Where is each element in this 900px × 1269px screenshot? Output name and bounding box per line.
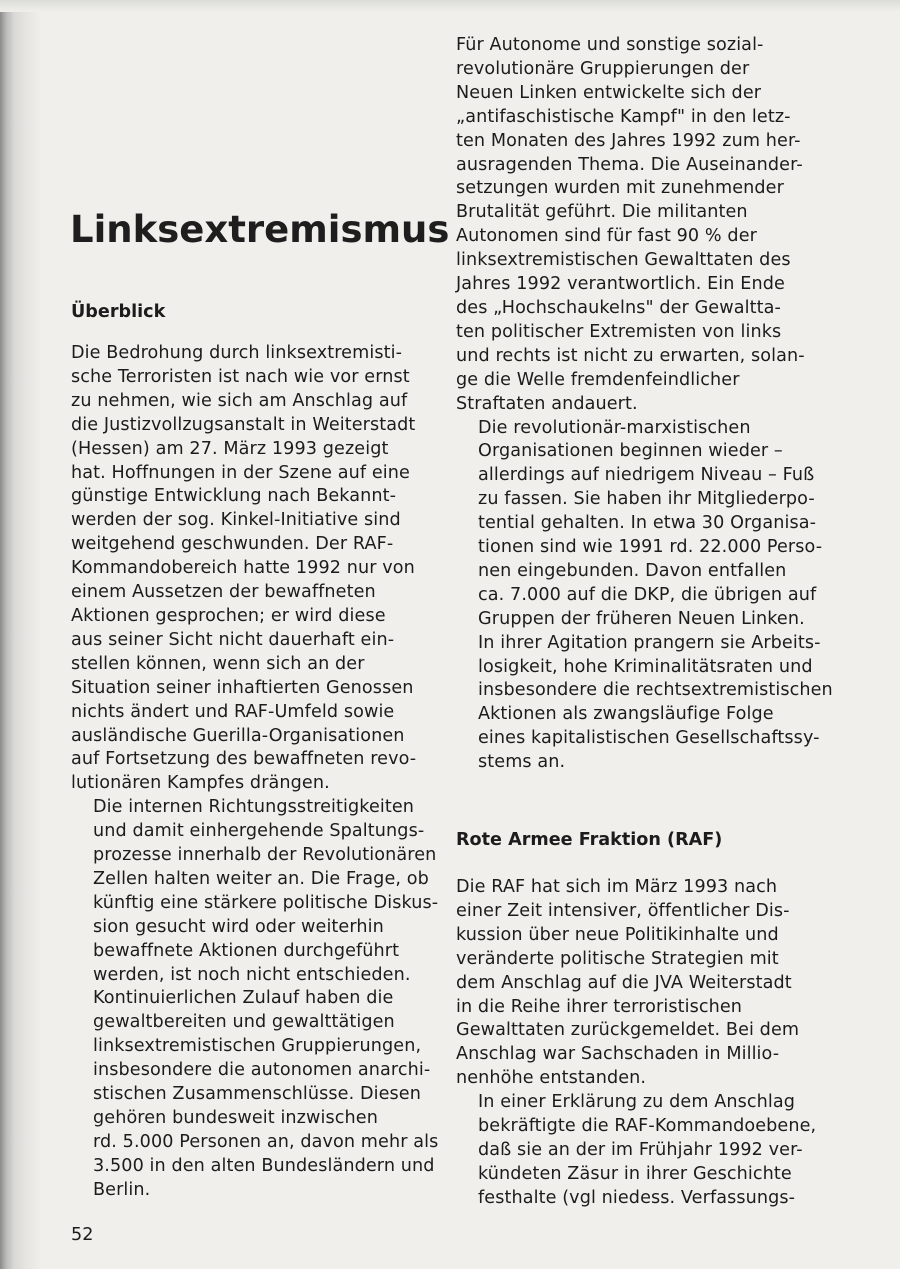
text-line: veränderte politische Strategien mit [456, 948, 779, 969]
paragraph [71, 342, 426, 796]
paragraph [456, 417, 833, 776]
text-line: nenhöhe entstanden. [456, 1068, 647, 1089]
text-line: Zellen halten weiter an. Die Frage, ob [93, 868, 429, 889]
text-line: losigkeit, hohe Kriminalitätsraten und [478, 656, 813, 677]
text-line: Für Autonome und sonstige sozial- [456, 35, 764, 55]
paragraph [71, 987, 439, 1202]
left-column-text [71, 342, 439, 1203]
text-line: auf Fortsetzung des bewaffneten revo- [71, 749, 417, 770]
text-line: Organisationen beginnen wieder – [478, 441, 783, 462]
text-line: weitgehend geschwunden. Der RAF- [71, 534, 394, 555]
paragraph [456, 34, 811, 417]
text-line: tionen sind wie 1991 rd. 22.000 Perso- [478, 537, 823, 558]
text-line: allerdings auf niedrigem Niveau – Fuß [478, 465, 815, 486]
text-line: nen eingebunden. Davon entfallen [478, 560, 787, 581]
text-line: In ihrer Agitation prangern sie Arbeits- [478, 632, 821, 653]
text-line: Berlin. [93, 1179, 151, 1200]
text-line: rd. 5.000 Personen an, davon mehr als [93, 1131, 439, 1152]
text-line: insbesondere die autonomen anarchi- [93, 1060, 431, 1081]
text-line: „antifaschistische Kampf" in den letz- [456, 106, 791, 127]
text-line: kussion über neue Politikinhalte und [456, 924, 779, 945]
text-line: Die internen Richtungsstreitigkeiten [93, 797, 415, 818]
book-binding-shadow [0, 0, 40, 1269]
text-line: festhalte (vgl niedess. Verfassungs- [478, 1187, 796, 1208]
text-line: stischen Zusammenschlüsse. Diesen [93, 1084, 421, 1105]
text-line: ge die Welle fremdenfeindlicher [456, 369, 740, 390]
text-line: werden der sog. Kinkel-Initiative sind [71, 510, 401, 531]
text-line: prozesse innerhalb der Revolutionären [93, 845, 437, 866]
text-line: einem Aussetzen der bewaffneten [71, 582, 376, 603]
text-line: Gruppen der früheren Neuen Linken. [478, 608, 805, 629]
text-line: und rechts ist nicht zu erwarten, solan- [456, 345, 805, 366]
text-line: günstige Entwicklung nach Bekannt- [71, 486, 397, 507]
text-line: Straftaten andauert. [456, 393, 638, 414]
text-line: nichts ändert und RAF-Umfeld sowie [71, 701, 395, 722]
text-line: künftig eine stärkere politische Diskus- [93, 892, 439, 913]
page-number: 52 [71, 1225, 94, 1245]
text-line: zu nehmen, wie sich am Anschlag auf [71, 390, 408, 411]
text-line: ten Monaten des Jahres 1992 zum her- [456, 130, 801, 151]
text-line: insbesondere die rechtsextremistischen [478, 680, 833, 701]
text-line: lutionären Kampfes drängen. [71, 773, 330, 794]
raf-section-text [456, 876, 817, 1211]
text-line: ten politischer Extremisten von links [456, 321, 782, 342]
text-line: 3.500 in den alten Bundesländern und [93, 1155, 435, 1176]
text-line: In einer Erklärung zu dem Anschlag [478, 1092, 796, 1113]
text-line: daß sie an der im Frühjahr 1992 ver- [478, 1139, 803, 1160]
text-line: und damit einhergehende Spaltungs- [93, 821, 425, 842]
text-line: stems an. [478, 752, 566, 773]
text-line: einer Zeit intensiver, öffentlicher Dis- [456, 900, 790, 921]
text-line: stellen können, wenn sich an der [71, 653, 365, 674]
text-line: Kontinuierlichen Zulauf haben die [93, 988, 394, 1009]
text-line: Anschlag war Sachschaden in Millio- [456, 1044, 780, 1065]
text-line: hat. Hoffnungen in der Szene auf eine [71, 462, 410, 483]
text-line: tential gehalten. In etwa 30 Organisa- [478, 513, 817, 534]
text-line: setzungen wurden mit zunehmender [456, 178, 784, 199]
paragraph [456, 1091, 817, 1211]
text-line: sion gesucht wird oder weiterhin [93, 916, 384, 937]
text-line: Situation seiner inhaftierten Genossen [71, 677, 414, 698]
text-line: ausländische Guerilla-Organisationen [71, 725, 405, 746]
text-line: zu fassen. Sie haben ihr Mitgliederpo- [478, 489, 815, 510]
text-line: Die RAF hat sich im März 1993 nach [456, 877, 778, 897]
text-line: Die Bedrohung durch linksextremisti- [71, 343, 403, 363]
text-line: Neuen Linken entwickelte sich der [456, 82, 762, 103]
text-line: linksextremistischen Gruppierungen, [93, 1036, 422, 1057]
paragraph [456, 876, 811, 1091]
right-column-text [456, 34, 833, 775]
text-line: Aktionen gesprochen; er wird diese [71, 605, 386, 626]
text-line: Brutalität geführt. Die militanten [456, 202, 748, 223]
text-line: werden, ist noch nicht entschieden. [93, 964, 411, 985]
text-line: kündeten Zäsur in ihrer Geschichte [478, 1163, 792, 1184]
section-heading-raf: Rote Armee Fraktion (RAF) [456, 830, 723, 850]
text-line: Jahres 1992 verantwortlich. Ein Ende [456, 274, 785, 295]
text-line: linksextremistischen Gewalttaten des [456, 250, 791, 271]
text-line: Kommandobereich hatte 1992 nur von [71, 558, 415, 579]
text-line: sche Terroristen ist nach wie vor ernst [71, 366, 410, 387]
text-line: eines kapitalistischen Gesellschaftssy- [478, 728, 820, 749]
chapter-title: Linksextremismus [70, 208, 450, 251]
text-line: des „Hochschaukelns" der Gewaltta- [456, 297, 781, 318]
text-line: in die Reihe ihrer terroristischen [456, 996, 743, 1017]
text-line: ausragenden Thema. Die Auseinander- [456, 154, 803, 175]
text-line: Autonomen sind für fast 90 % der [456, 226, 757, 247]
text-line: gewaltbereiten und gewalttätigen [93, 1012, 395, 1033]
text-line: bekräftigte die RAF-Kommandoebene, [478, 1116, 817, 1137]
text-line: Gewalttaten zurückgemeldet. Bei dem [456, 1020, 800, 1041]
paragraph [71, 796, 439, 987]
section-heading-ueberblick: Überblick [71, 302, 166, 322]
text-line: revolutionäre Gruppierungen der [456, 58, 750, 79]
text-line: Aktionen als zwangsläufige Folge [478, 704, 774, 725]
text-line: Die revolutionär-marxistischen [478, 417, 751, 438]
text-line: gehören bundesweit inzwischen [93, 1108, 378, 1128]
text-line: dem Anschlag auf die JVA Weiterstadt [456, 972, 792, 993]
text-line: aus seiner Sicht nicht dauerhaft ein- [71, 629, 395, 650]
text-line: (Hessen) am 27. März 1993 gezeigt [71, 438, 389, 459]
text-line: bewaffnete Aktionen durchgeführt [93, 940, 400, 961]
page-top-shade [0, 0, 900, 12]
text-line: ca. 7.000 auf die DKP, die übrigen auf [478, 584, 817, 605]
text-line: die Justizvollzugsanstalt in Weiterstadt [71, 414, 416, 435]
